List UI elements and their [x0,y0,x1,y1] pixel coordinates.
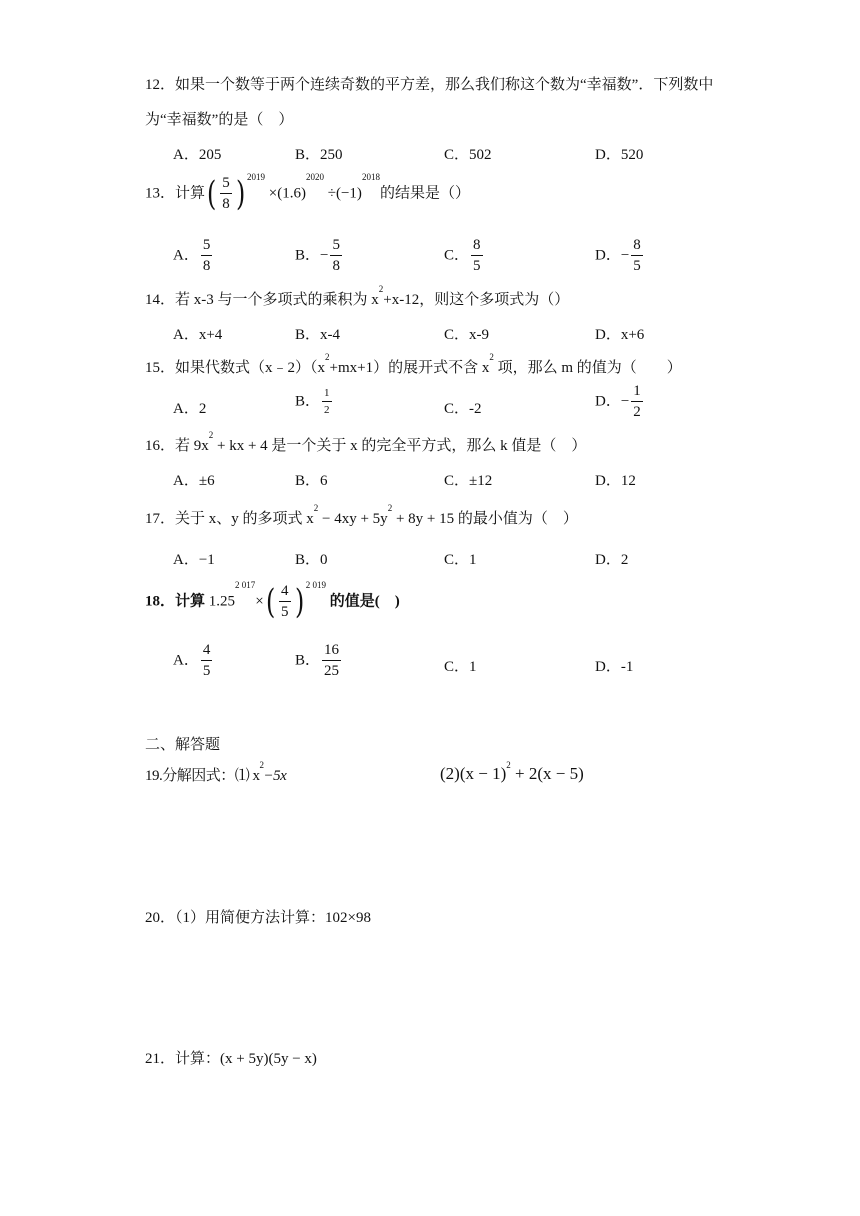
q18-label: 18．计算 [145,593,206,610]
q13-option-c: C． $\frac{8}{5}$ [444,237,481,274]
q14-stem: 14．若 x-3 与一个多项式的乘积为 $x^2+x-12$，则这个多项式为（） [145,284,570,308]
q16-stem: 16．若 $9x^2$ + kx + 4 是一个关于 x 的完全平方式，那么 k 值是（ ） [145,430,587,454]
q21-stem: 21．计算：(x + 5y)(5y − x) [145,1051,317,1067]
q12-option-b: B．250 [295,147,343,163]
q18-option-c: C．1 [444,659,477,675]
q14-option-a: A．x+4 [173,327,223,343]
q19-part1: 19.分解因式：⑴ $x^2-5x$ [145,760,287,784]
q17-stem: 17．关于 x、y 的多项式 $x^2 - 4xy + 5y^2 + 8y + 15$ 的最小值为（ ） [145,503,578,527]
q15-option-c: C．-2 [444,401,482,417]
q12-text-line2: 为“幸福数”的是（ ） [145,112,294,128]
q17-option-a: A．−1 [173,552,215,568]
q13-mid: ×(1.6) [268,185,306,202]
q19-part2: $(2)(x - 1)^2 + 2(x - 5)$ [440,760,584,783]
q16-option-c: C．±12 [444,473,493,489]
q12-option-a: A．205 [173,147,222,163]
q17-option-b: B．0 [295,552,328,568]
q14-option-b: B．x-4 [295,327,341,343]
q16-option-d: D．12 [595,473,636,489]
q14-option-c: C．x-9 [444,327,490,343]
q18-option-d: D．-1 [595,659,634,675]
q14-option-d: D．x+6 [595,327,645,343]
q12-option-c: C．502 [444,147,492,163]
q18-option-b: B． $\frac{16}{25}$ [295,642,340,679]
q16-option-b: B．6 [295,473,328,489]
q13-exp2: 2020 [306,172,324,182]
q12-option-d: D．520 [595,147,644,163]
q15-option-a: A．2 [173,401,207,417]
q18-stem: 18．计算 $1.25^{2 017}\times$( $\frac{4}{5}$ ) $^{2 019}$ 的值是( ) [145,580,400,622]
q13-option-b: B．− $\frac{5}{8}$ [295,237,340,274]
q13-exp1: 2019 [247,172,266,182]
q13-fraction: $\frac{5}{8}$ [222,175,230,212]
q13-tail: 的结果是（） [379,185,470,202]
q17-option-c: C．1 [444,552,477,568]
q13-mid2: ÷(−1) [327,185,362,202]
section-title: 二、解答题 [145,737,221,753]
q13-option-a: A． $\frac{5}{8}$ [173,237,211,274]
q17-option-d: D．2 [595,552,629,568]
q16-option-a: A．±6 [173,473,215,489]
q12-text-line1: 12．如果一个数等于两个连续奇数的平方差，那么我们称这个数为“幸福数”．下列数中 [145,77,714,93]
q13-stem: 13．计算( $\frac{5}{8}$ ) $^{2019} \times(1.6)^{2020} \div(-1)^{2018}$的结果是（） [145,172,470,214]
q13-label: 13．计算 [145,185,206,202]
q15-option-b: B． $\frac{1}{2}$ [295,387,330,416]
q13-exp3: 2018 [361,172,380,182]
q18-tail: 的值是( ) [329,593,400,610]
q18-option-a: A． $\frac{4}{5}$ [173,642,211,679]
q20-stem: 20．（1）用简便方法计算：102×98 [145,910,371,926]
q15-option-d: D．− $\frac{1}{2}$ [595,383,641,420]
q18-fraction: $\frac{4}{5}$ [281,583,289,620]
q15-stem: 15．如果代数式$(x﹣2)(x^2+mx+1)$的展开式不含 $x^2$ 项，那么 m 的值为（ ） [145,352,682,376]
q13-option-d: D．− $\frac{8}{5}$ [595,237,641,274]
